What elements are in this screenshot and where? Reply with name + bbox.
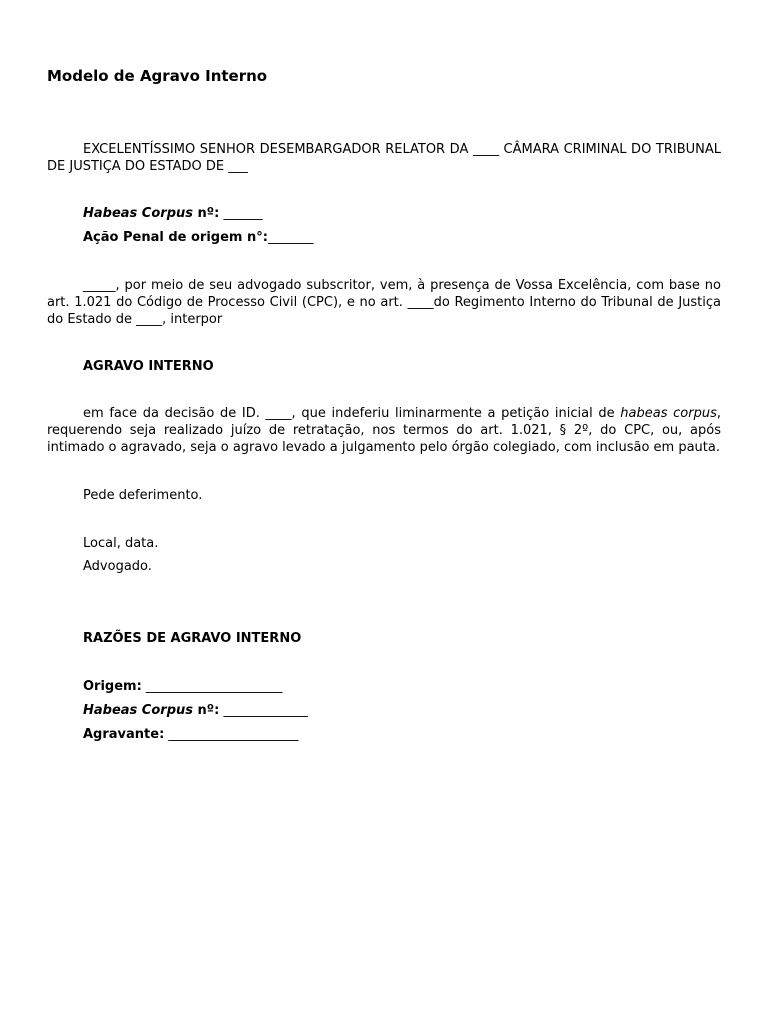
place-date-line: Local, data. bbox=[83, 536, 159, 551]
decision-text-part2: , requerendo seja realizado juízo de retratação, nos termos do art. 1.021, § 2º, do CPC, ou, após intimado o agravado, seja o agravo levado a julgamento pelo órgão colegiado, com inclusão em pauta. bbox=[47, 406, 721, 455]
reasons-heading: RAZÕES DE AGRAVO INTERNO bbox=[83, 631, 302, 646]
habeas-corpus-number-line-2 bbox=[83, 702, 308, 719]
acao-penal-blank: _______ bbox=[267, 230, 314, 245]
habeas-corpus-number-suffix-2: nº: bbox=[193, 703, 220, 718]
appellant-blank: ____________________ bbox=[164, 727, 299, 742]
habeas-corpus-number-blank-2: _____________ bbox=[219, 703, 308, 718]
signature-line: Advogado. bbox=[83, 559, 152, 574]
decision-text-italic: habeas corpus bbox=[620, 406, 717, 421]
habeas-corpus-label: Habeas Corpus bbox=[83, 206, 193, 221]
petition-heading: AGRAVO INTERNO bbox=[83, 359, 214, 374]
habeas-corpus-number-line bbox=[83, 205, 262, 222]
origin-blank: _____________________ bbox=[141, 679, 283, 694]
addressee-paragraph: EXCELENTÍSSIMO SENHOR DESEMBARGADOR RELATOR DA ____ CÂMARA CRIMINAL DO TRIBUNAL DE JUSTIÇA DO ESTADO DE ___ bbox=[47, 142, 721, 174]
decision-paragraph bbox=[47, 405, 721, 456]
habeas-corpus-label-2: Habeas Corpus bbox=[83, 703, 193, 718]
closing-request: Pede deferimento. bbox=[83, 488, 203, 503]
acao-penal-line bbox=[83, 229, 313, 246]
intro-paragraph: _____, por meio de seu advogado subscritor, vem, à presença de Vossa Excelência, com base no art. 1.021 do Código de Processo Civil (CPC), e no art. ____do Regimento Interno do Tribunal de Justiça do Estado de ____, interpor bbox=[47, 278, 721, 327]
origin-line bbox=[83, 678, 282, 695]
decision-text-part1: em face da decisão de ID. ____, que indeferiu liminarmente a petição inicial de bbox=[83, 406, 621, 421]
habeas-corpus-number-blank: ______ bbox=[219, 206, 263, 221]
origin-label: Origem: bbox=[83, 679, 142, 694]
appellant-line bbox=[83, 726, 298, 743]
document-title: Modelo de Agravo Interno bbox=[47, 67, 268, 85]
acao-penal-label: Ação Penal de origem n°: bbox=[83, 230, 268, 245]
appellant-label: Agravante: bbox=[83, 727, 165, 742]
habeas-corpus-number-suffix: nº: bbox=[193, 206, 220, 221]
